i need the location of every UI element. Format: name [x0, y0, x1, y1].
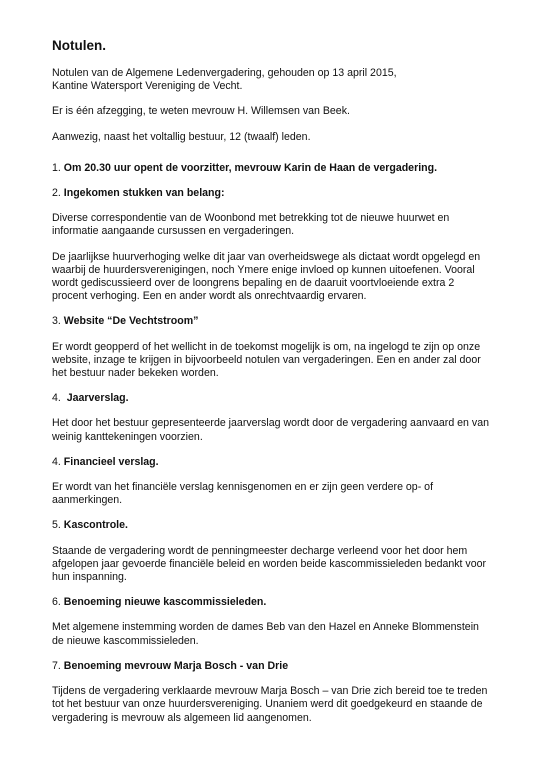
intro-present: Aanwezig, naast het voltallig bestuur, 12 (twaalf) leden.: [52, 130, 311, 143]
section-heading: [52, 519, 492, 532]
section-opening: [52, 162, 492, 175]
section-title: Om 20.30 uur opent de voorzitter, mevrouw Karin de Haan de vergadering.: [63, 161, 438, 174]
section-cash-audit: [52, 519, 492, 584]
section-board-appointment: [52, 660, 492, 725]
section-number: 4.: [52, 392, 61, 405]
section-title: Ingekomen stukken van belang:: [63, 187, 225, 200]
section-number: 3.: [52, 315, 61, 328]
document-page: [52, 38, 492, 737]
section-paragraph: Met algemene instemming worden de dames Beb van den Hazel en Anneke Blommenstein de nieuwe kascommissieleden.: [52, 621, 479, 647]
section-number: 6.: [52, 596, 61, 609]
section-title: Kascontrole.: [63, 519, 128, 532]
section-heading: [52, 660, 492, 673]
section-title: Financieel verslag.: [63, 455, 159, 468]
section-heading: [52, 187, 492, 200]
section-number: 1.: [52, 161, 61, 174]
document-title: Notulen.: [52, 38, 106, 53]
section-website: [52, 315, 492, 380]
section-financial-report: [52, 456, 492, 508]
intro: [52, 67, 492, 144]
section-paragraph: Diverse correspondentie van de Woonbond met betrekking tot de nieuwe huurwet en informatie aangaande cursussen en vergaderingen.: [52, 212, 450, 238]
intro-line-meeting: Notulen van de Algemene Ledenvergadering, gehouden op 13 april 2015,: [52, 67, 397, 79]
section-paragraph: Het door het bestuur gepresenteerde jaarverslag wordt door de vergadering aanvaard en van weinig kanttekeningen voorzien.: [52, 417, 489, 443]
section-paragraph: Staande de vergadering wordt de penningmeester decharge verleend voor het door hem afgelopen jaar gevoerde financiële beleid en worden beide kascommissieleden bedankt voor hun inspanning.: [52, 544, 487, 584]
section-heading: [52, 315, 492, 328]
section-number: 7.: [52, 659, 61, 672]
section-heading: [52, 392, 492, 405]
section-new-auditors: [52, 596, 492, 648]
section-number: 2.: [52, 187, 61, 200]
section-title: Jaarverslag.: [66, 392, 129, 405]
section-paragraph: Er wordt van het financiële verslag kennisgenomen en er zijn geen verdere op- of aanmerkingen.: [52, 481, 434, 507]
intro-line-location: Kantine Watersport Vereniging de Vecht.: [52, 80, 243, 93]
section-paragraph: De jaarlijkse huurverhoging welke dit jaar van overheidswege als dictaat wordt opgelegd en waarbij de huurdersverenigingen, noch Ymere enige invloed op kunnen uitoefenen. Vooral wordt gediscussieerd over de loongrens bepaling en de daaruit voortvloeiende extra 2 procent verhoging. Een en ander wordt als onrechtvaardig ervaren.: [52, 250, 481, 303]
section-heading: [52, 456, 492, 469]
section-title: Benoeming mevrouw Marja Bosch - van Drie: [63, 659, 289, 672]
section-incoming-documents: [52, 187, 492, 303]
section-paragraph: Tijdens de vergadering verklaarde mevrouw Marja Bosch – van Drie zich bereid toe te treden tot het bestuur van onze huurdersvereniging. Unaniem werd dit goedgekeurd en staande de vergadering is mevrouw als algemeen lid aangenomen.: [52, 685, 488, 724]
section-annual-report: [52, 392, 492, 444]
intro-absent: Er is één afzegging, te weten mevrouw H. Willemsen van Beek.: [52, 105, 350, 118]
section-paragraph: Er wordt geopperd of het wellicht in de toekomst mogelijk is om, na ingelogd te zijn op onze website, inzage te krijgen in bijvoorbeeld notulen van vergaderingen. Een en ander zal door het bestuur nader bekeken worden.: [52, 340, 481, 380]
section-heading: [52, 162, 492, 175]
section-heading: [52, 596, 492, 609]
section-number: 5.: [52, 519, 61, 532]
section-number: 4.: [52, 455, 61, 468]
section-title: Website “De Vechtstroom”: [63, 315, 199, 328]
section-title: Benoeming nieuwe kascommissieleden.: [63, 596, 267, 609]
